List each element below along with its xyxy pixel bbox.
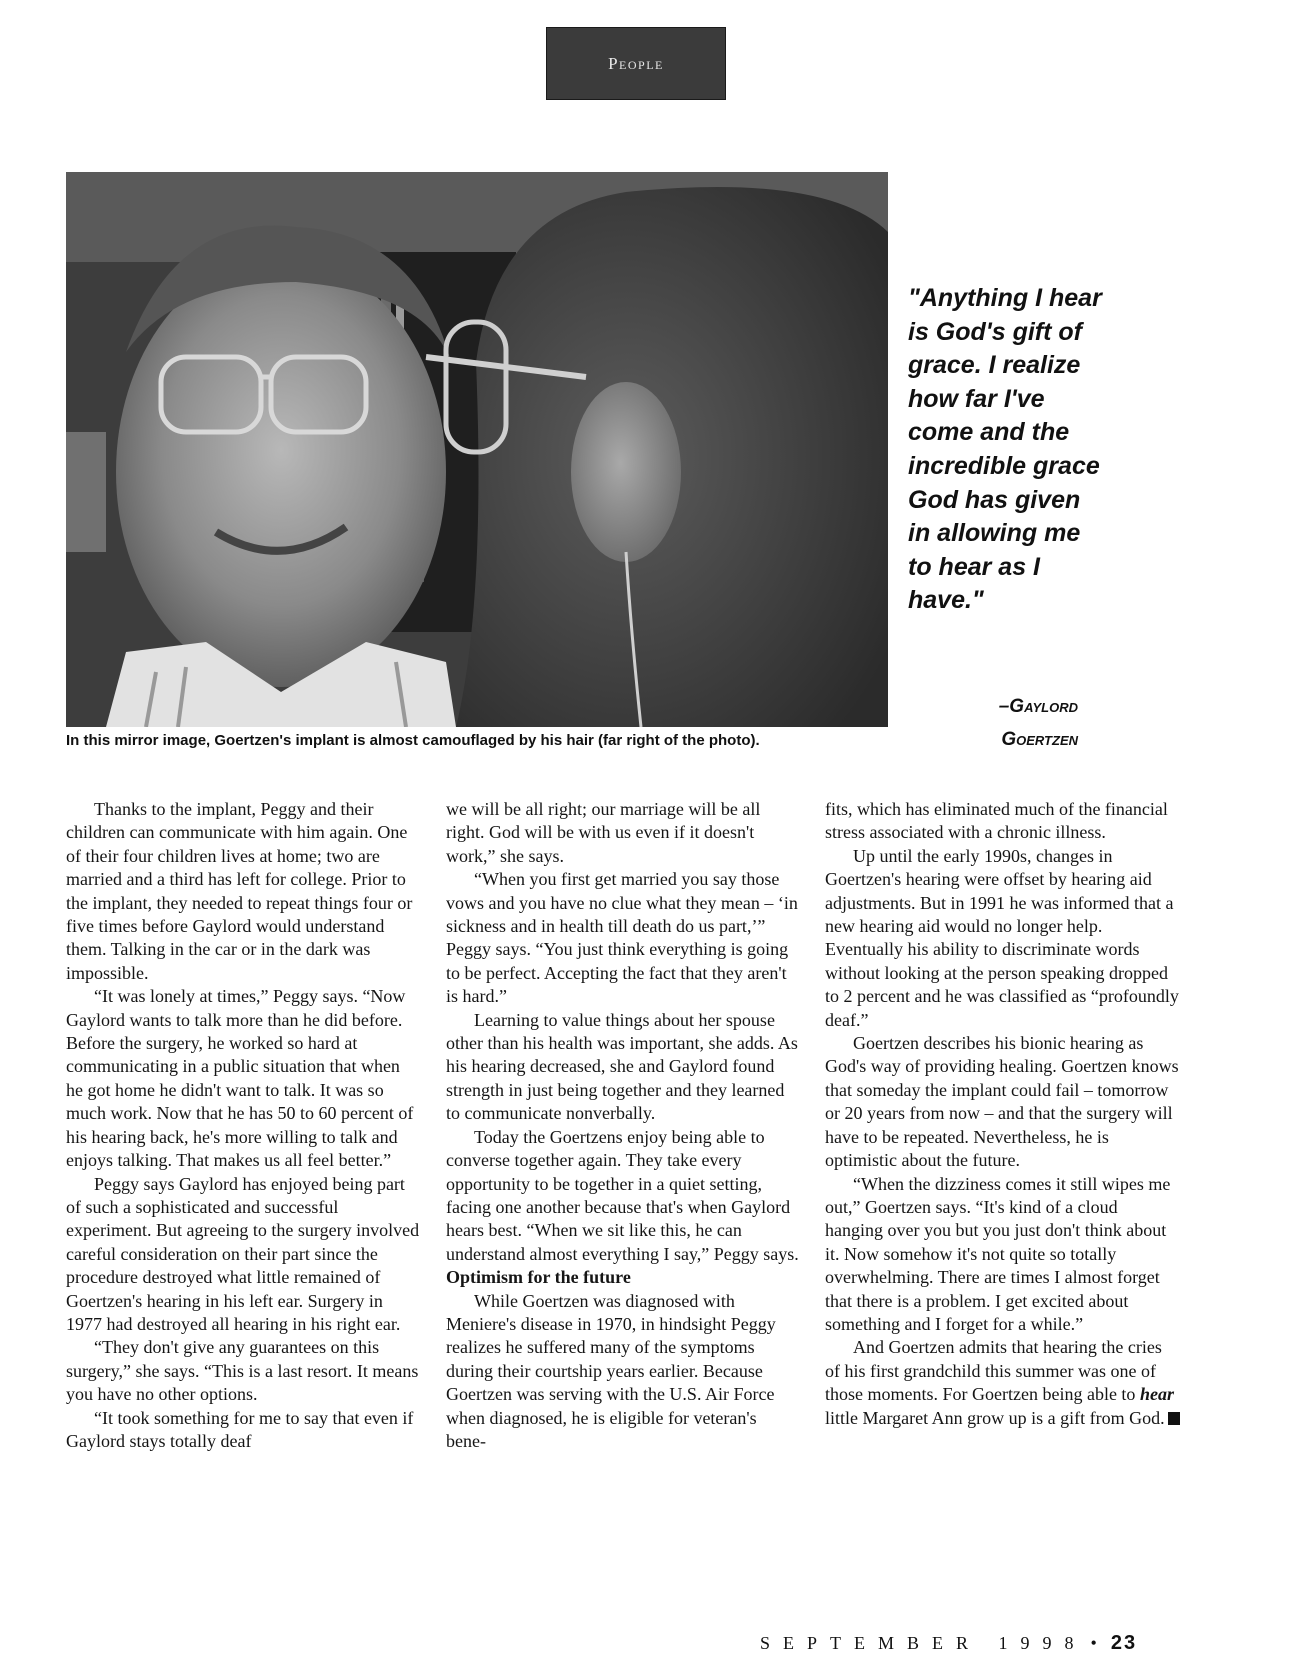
final-text-start: And Goertzen admits that hearing the cries of his first grandchild this summer was one of those moments. For Goertzen being able to [825,1337,1162,1405]
article-photo [66,172,888,727]
article-column-1 [66,798,421,1453]
photo-illustration [66,172,888,727]
section-tag [546,27,726,100]
paragraph: Goertzen describes his bionic hearing as God's way of providing healing. Goertzen knows that someday the implant could fail – tomorrow or 20 years from now – and that the surgery will have to be repeated. Nevertheless, he is optimistic about the future. [825,1033,1179,1171]
end-mark-icon [1168,1412,1180,1425]
paragraph: “They don't give any guarantees on this surgery,” she says. “This is a last resort. It means you have no other options. [66,1337,419,1405]
paragraph: “It was lonely at times,” Peggy says. “Now Gaylord wants to talk more than he did before. Before the surgery, he worked so hard at communicating in a public situation that when he got home he didn't want to talk. It was so much work. Now that he has 50 to 60 percent of his hearing back, he's more willing to talk and enjoys talking. That makes us all feel better.” [66,986,414,1171]
pull-quote-attribution [960,690,1078,756]
paragraph: Today the Goertzens enjoy being able to converse together again. They take every opportunity to be together in a quiet setting, facing one another because that's when Gaylord hears best. “When we sit like this, he can understand almost everything I say,” Peggy says. [446,1126,799,1264]
photo-caption: In this mirror image, Goertzen's implant is almost camouflaged by his hair (far right of the photo). [66,732,760,749]
page-number: 23 [1110,1632,1138,1654]
bullet-separator: • [1090,1633,1097,1653]
paragraph: Thanks to the implant, Peggy and their children can communicate with him again. One of their four children lives at home; two are married and a third has left for college. Prior to the implant, they needed to repeat things four or five times before Gaylord would understand them. Talking in the car or in the dark was impossible. [66,799,413,983]
paragraph: “It took something for me to say that even if Gaylord stays totally deaf [66,1407,414,1451]
article-column-3 [825,798,1180,1430]
pull-quote-attribution-last: Goertzen [1001,729,1078,750]
paragraph: “When the dizziness comes it still wipes me out,” Goertzen says. “It's kind of a cloud hanging over you but you just don't think about it. Now somehow it's not quite so totally overwhelming. There are times I almost forget that there is a problem. I get excited about something and I forget for a while.” [825,1173,1171,1334]
final-text-end: little Margaret Ann grow up is a gift from God. [825,1407,1165,1428]
paragraph-continued: we will be all right; our marriage will be all right. God will be with us even if it doesn't work,” she says. [446,799,761,866]
paragraph: Learning to value things about her spouse other than his health was important, she adds. As his hearing decreased, she and Gaylord found strength in just being together and they learned to communicate nonverbally. [446,1009,798,1124]
subheading: Optimism for the future [446,1267,631,1288]
page-footer [760,1632,1180,1655]
pull-quote: "Anything I hear is God's gift of grace. I realize how far I've come and the incredible grace God has given in allowing me to hear as I have." [908,284,1102,615]
article-column-2 [446,798,801,1453]
paragraph: Up until the early 1990s, changes in Goertzen's hearing were offset by hearing aid adjustments. But in 1991 he was informed that a new hearing aid would no longer help. Eventually his ability to discriminate words without looking at the person speaking dropped to 2 percent and he was classified as “profoundly deaf.” [825,845,1179,1030]
paragraph: “When you first get married you say those vows and you have no clue what they mean – ‘in sickness and in health till death do us part,’” Peggy says. “You just think everything is going to be perfect. Accepting the fact that they aren't is hard.” [446,869,798,1007]
emphasis-hear: hear [1139,1384,1174,1405]
issue-date: SEPTEMBER 1998 [760,1633,1087,1653]
final-paragraph [825,1336,1180,1430]
paragraph: While Goertzen was diagnosed with Meniere's disease in 1970, in hindsight Peggy realizes he suffered many of the symptoms during their courtship years earlier. Because Goertzen was serving with the U.S. Air Force when diagnosed, he is eligible for veteran's bene- [446,1290,776,1451]
section-label: People [608,53,664,73]
paragraph-continued: fits, which has eliminated much of the financial stress associated with a chronic illness. [825,799,1168,843]
pull-quote-attribution-first: –Gaylord [998,696,1078,717]
paragraph: Peggy says Gaylord has enjoyed being part of such a sophisticated and successful experiment. But agreeing to the surgery involved careful consideration on their part since the procedure destroyed what little remained of Goertzen's hearing in his left ear. Surgery in 1977 had destroyed all hearing in his right ear. [66,1173,420,1334]
